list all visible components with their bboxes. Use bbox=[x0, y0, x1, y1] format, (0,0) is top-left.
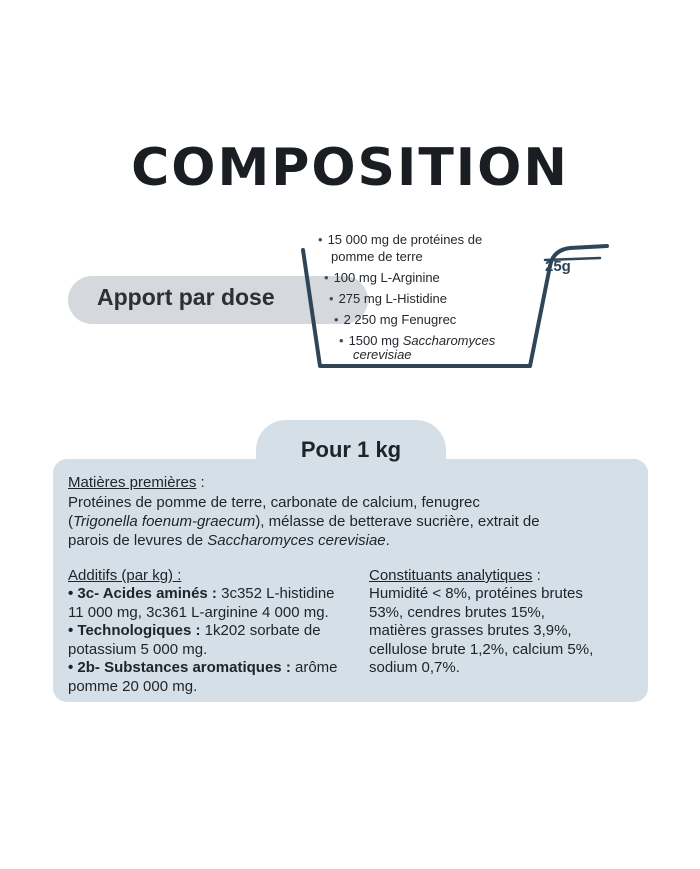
additives-line: potassium 5 000 mg. bbox=[68, 641, 208, 658]
additives-line: • 3c- Acides aminés : 3c352 L-histidine bbox=[68, 585, 335, 602]
raw-materials-line: Protéines de pomme de terre, carbonate de calcium, fenugrec bbox=[68, 494, 480, 511]
page-title: COMPOSITION bbox=[131, 138, 569, 198]
analytics-line: sodium 0,7%. bbox=[369, 659, 460, 676]
additives-line: • 2b- Substances aromatiques : arôme bbox=[68, 659, 338, 676]
dose-item-4: • 2 250 mg Fenugrec bbox=[334, 312, 457, 327]
dose-item-1: • 15 000 mg de protéines de bbox=[318, 232, 483, 247]
raw-materials-heading: Matières premières : bbox=[68, 474, 205, 491]
analytics-line: 53%, cendres brutes 15%, bbox=[369, 604, 545, 621]
additives-line: • Technologiques : 1k202 sorbate de bbox=[68, 622, 321, 639]
bullet-icon: • bbox=[324, 270, 329, 285]
bullet-icon: • bbox=[318, 232, 323, 247]
analytics-line: Humidité < 8%, protéines brutes bbox=[369, 585, 583, 602]
dose-item-2: • 100 mg L-Arginine bbox=[324, 270, 440, 285]
bullet-icon: • bbox=[339, 333, 344, 348]
dose-label: Apport par dose bbox=[97, 284, 275, 310]
additives-line: pomme 20 000 mg. bbox=[68, 678, 198, 695]
dose-weight: 25g bbox=[545, 258, 571, 275]
bullet-icon: • bbox=[334, 312, 339, 327]
analytics-heading: Constituants analytiques : bbox=[369, 567, 541, 584]
dose-item-3: • 275 mg L-Histidine bbox=[329, 291, 447, 306]
dose-item-5-cont: cerevisiae bbox=[353, 347, 412, 362]
dose-item-1-cont: pomme de terre bbox=[331, 249, 423, 264]
card-tab-label: Pour 1 kg bbox=[300, 437, 402, 462]
analytics-line: matières grasses brutes 3,9%, bbox=[369, 622, 572, 639]
additives-line: 11 000 mg, 3c361 L-arginine 4 000 mg. bbox=[68, 604, 329, 621]
raw-materials-line: parois de levures de Saccharomyces cerevisiae. bbox=[68, 532, 390, 549]
dose-item-5: • 1500 mg Saccharomyces bbox=[339, 333, 496, 348]
bullet-icon: • bbox=[329, 291, 334, 306]
raw-materials-line: (Trigonella foenum-graecum), mélasse de betterave sucrière, extrait de bbox=[68, 513, 540, 530]
analytics-line: cellulose brute 1,2%, calcium 5%, bbox=[369, 641, 594, 658]
additives-heading: Additifs (par kg) : bbox=[68, 567, 182, 584]
